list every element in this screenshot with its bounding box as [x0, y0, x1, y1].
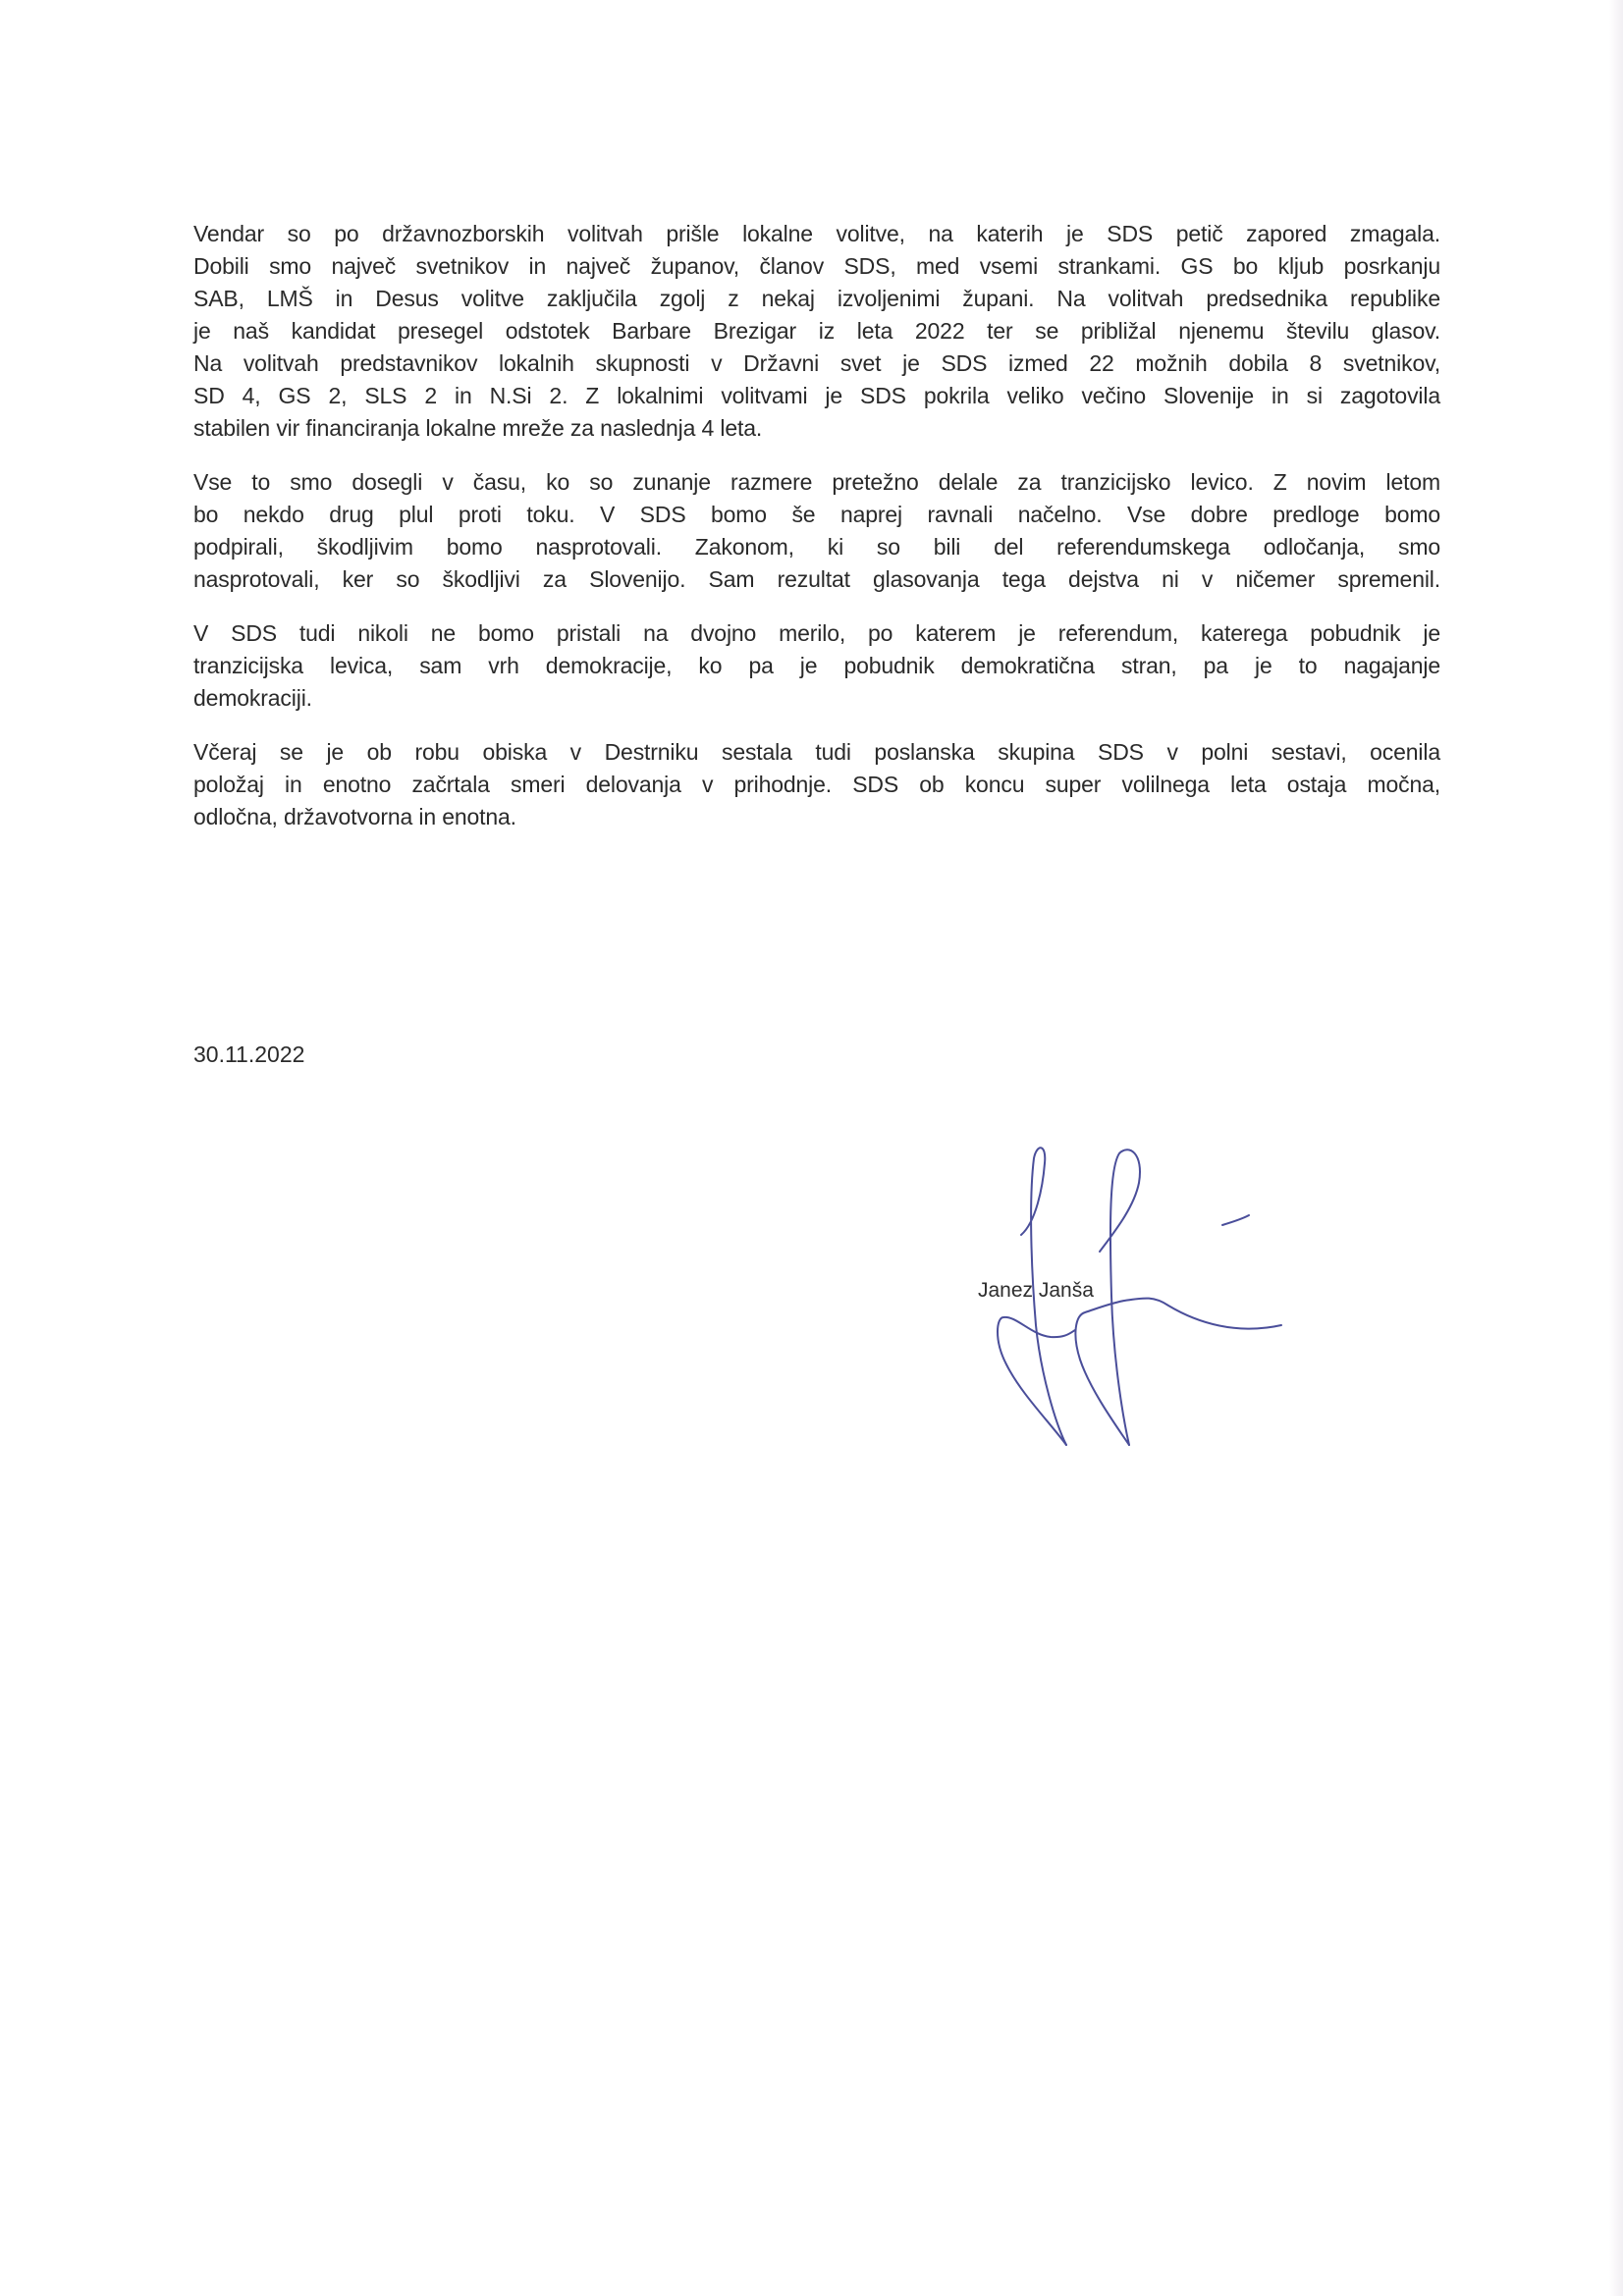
letter-body — [193, 218, 1440, 855]
paragraph-3 — [193, 617, 1440, 715]
document-date: 30.11.2022 — [193, 1041, 305, 1067]
text-line: nasprotovali, ker so škodljivi za Slovenijo. Sam rezultat glasovanja tega dejstva ni v ničemer spremenil. — [193, 566, 1440, 592]
text-line: Včeraj se je ob robu obiska v Destrniku sestala tudi poslanska skupina SDS v polni sestavi, ocenila — [193, 739, 1440, 765]
text-line: bo nekdo drug plul proti toku. V SDS bomo še naprej ravnali načelno. Vse dobre predloge bomo — [193, 502, 1440, 527]
text-line: Vendar so po državnozborskih volitvah prišle lokalne volitve, na katerih je SDS petič zapored zmagala. — [193, 221, 1440, 246]
paragraph-1 — [193, 218, 1440, 445]
text-line: stabilen vir financiranja lokalne mreže za naslednja 4 leta. — [193, 415, 763, 441]
text-line: položaj in enotno začrtala smeri delovanja v prihodnje. SDS ob koncu super volilnega leta ostaja močna, — [193, 772, 1440, 797]
text-line: odločna, državotvorna in enotna. — [193, 804, 516, 829]
text-line: Dobili smo največ svetnikov in največ županov, članov SDS, med vsemi strankami. GS bo kljub posrkanju — [193, 253, 1440, 279]
text-line: Vse to smo dosegli v času, ko so zunanje razmere pretežno delale za tranzicijsko levico. Z novim letom — [193, 469, 1440, 495]
text-line: SD 4, GS 2, SLS 2 in N.Si 2. Z lokalnimi volitvami je SDS pokrila veliko večino Slovenije in si zagotovila — [193, 383, 1440, 408]
text-line: V SDS tudi nikoli ne bomo pristali na dvojno merilo, po katerem je referendum, katerega pobudnik je — [193, 620, 1440, 646]
page-edge — [1609, 0, 1623, 2296]
text-line: podpirali, škodljivim bomo nasprotovali. Zakonom, ki so bili del referendumskega odločanja, smo — [193, 534, 1440, 560]
text-line: je naš kandidat presegel odstotek Barbare Brezigar iz leta 2022 ter se približal njenemu številu glasov. — [193, 318, 1440, 344]
text-line: SAB, LMŠ in Desus volitve zaključila zgolj z nekaj izvoljenimi župani. Na volitvah predsednika republike — [193, 286, 1440, 311]
signature-block — [943, 1129, 1316, 1492]
text-line: tranzicijska levica, sam vrh demokracije, ko pa je pobudnik demokratična stran, pa je to nagajanje — [193, 653, 1440, 678]
text-line: Na volitvah predstavnikov lokalnih skupnosti v Državni svet je SDS izmed 22 možnih dobila 8 svetnikov, — [193, 350, 1440, 376]
signer-name: Janez Janša — [978, 1279, 1094, 1302]
handwritten-signature-icon — [943, 1129, 1316, 1492]
paragraph-4 — [193, 736, 1440, 833]
paragraph-2 — [193, 466, 1440, 596]
text-line: demokraciji. — [193, 685, 312, 711]
